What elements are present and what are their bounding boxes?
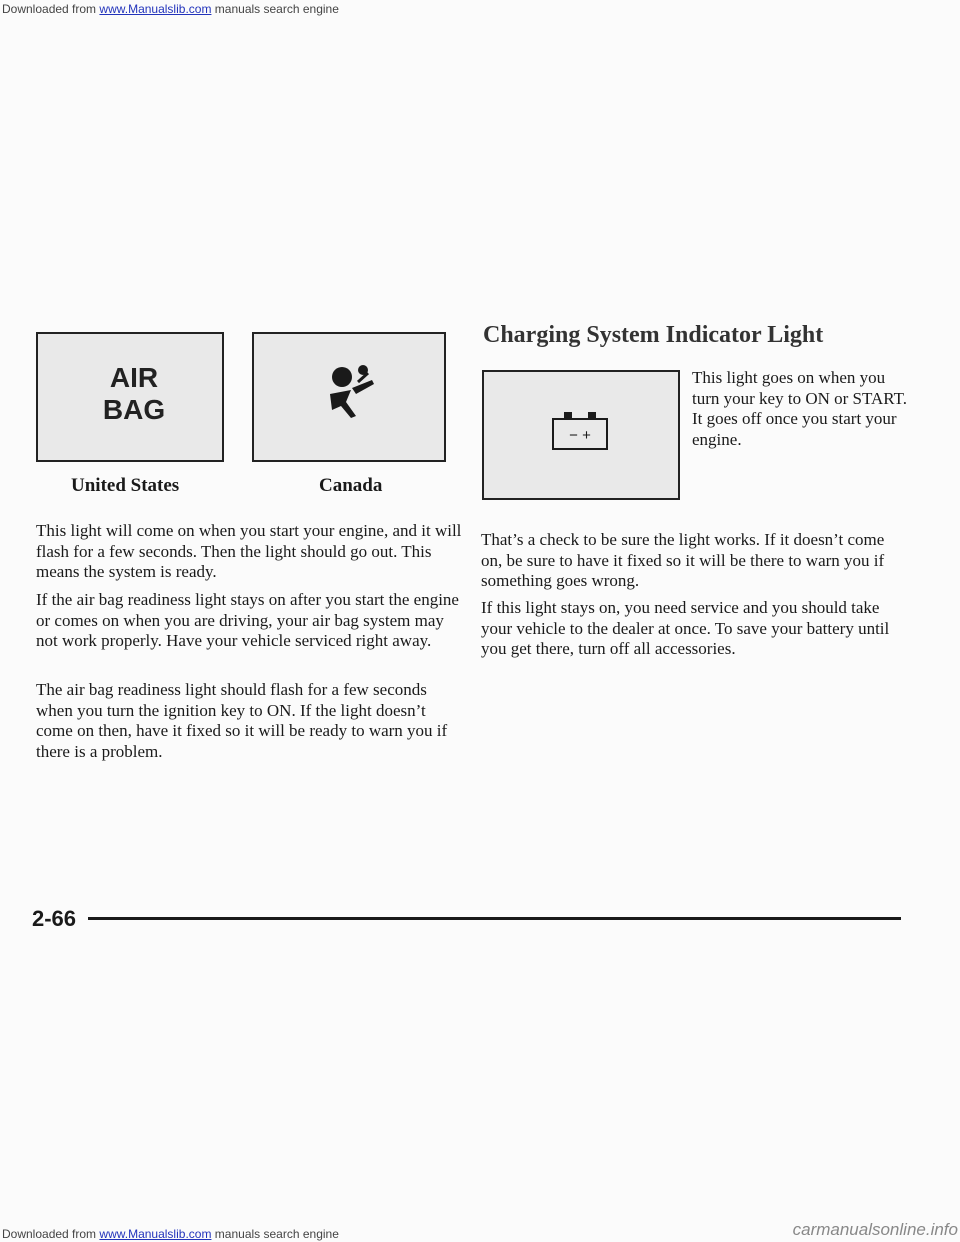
battery-icon — [550, 412, 612, 452]
battery-symbols: − + — [569, 427, 591, 444]
page-number: 2-66 — [32, 906, 77, 931]
paragraph: That’s a check to be sure the light works. If it doesn’t come on, be sure to have it fixed so it will be there to warn you if something goes wrong. — [481, 530, 885, 590]
watermark: carmanualsonline.info — [792, 1220, 958, 1239]
download-footer — [0, 1220, 960, 1242]
us-caption: United States — [71, 475, 180, 496]
footer-source — [2, 1226, 339, 1242]
airbag-occupant-icon — [318, 360, 382, 426]
manualslib-link[interactable]: www.Manualslib.com — [99, 1227, 212, 1241]
download-banner — [2, 0, 702, 18]
footer-rule — [88, 917, 901, 920]
footer-prefix: Downloaded from — [2, 1227, 97, 1241]
air-bag-line-2: BAG — [102, 394, 166, 425]
footer-suffix: manuals search engine — [214, 1227, 339, 1241]
canada-caption: Canada — [319, 475, 383, 496]
charging-indicator-figure — [482, 370, 680, 500]
air-bag-line-1: AIR — [109, 362, 159, 393]
paragraph: The air bag readiness light should flash for a few seconds when you turn the ignition key to ON. If the light doesn’t come on then, have it fixed so it will be ready to warn you if there is a problem. — [36, 680, 448, 761]
manualslib-link[interactable]: www.Manualslib.com — [99, 2, 212, 16]
air-bag-label — [84, 362, 184, 426]
banner-suffix: manuals search engine — [214, 2, 339, 16]
paragraph: If this light stays on, you need service and you should take your vehicle to the dealer at once. To save your battery until you get there, turn off all accessories. — [481, 598, 890, 658]
section-heading: Charging System Indicator Light — [483, 322, 824, 348]
paragraph: If the air bag readiness light stays on after you start the engine or comes on when you are driving, your air bag system may not work properly. Have your vehicle serviced right away. — [36, 590, 459, 650]
paragraph: This light goes on when you turn your key to ON or START. It goes off once you start your engine. — [692, 368, 907, 449]
paragraph: This light will come on when you start your engine, and it will flash for a few seconds. Then the light should go out. This means the system is ready. — [36, 521, 462, 581]
banner-prefix: Downloaded from — [2, 2, 97, 16]
canada-airbag-indicator-figure — [252, 332, 446, 462]
